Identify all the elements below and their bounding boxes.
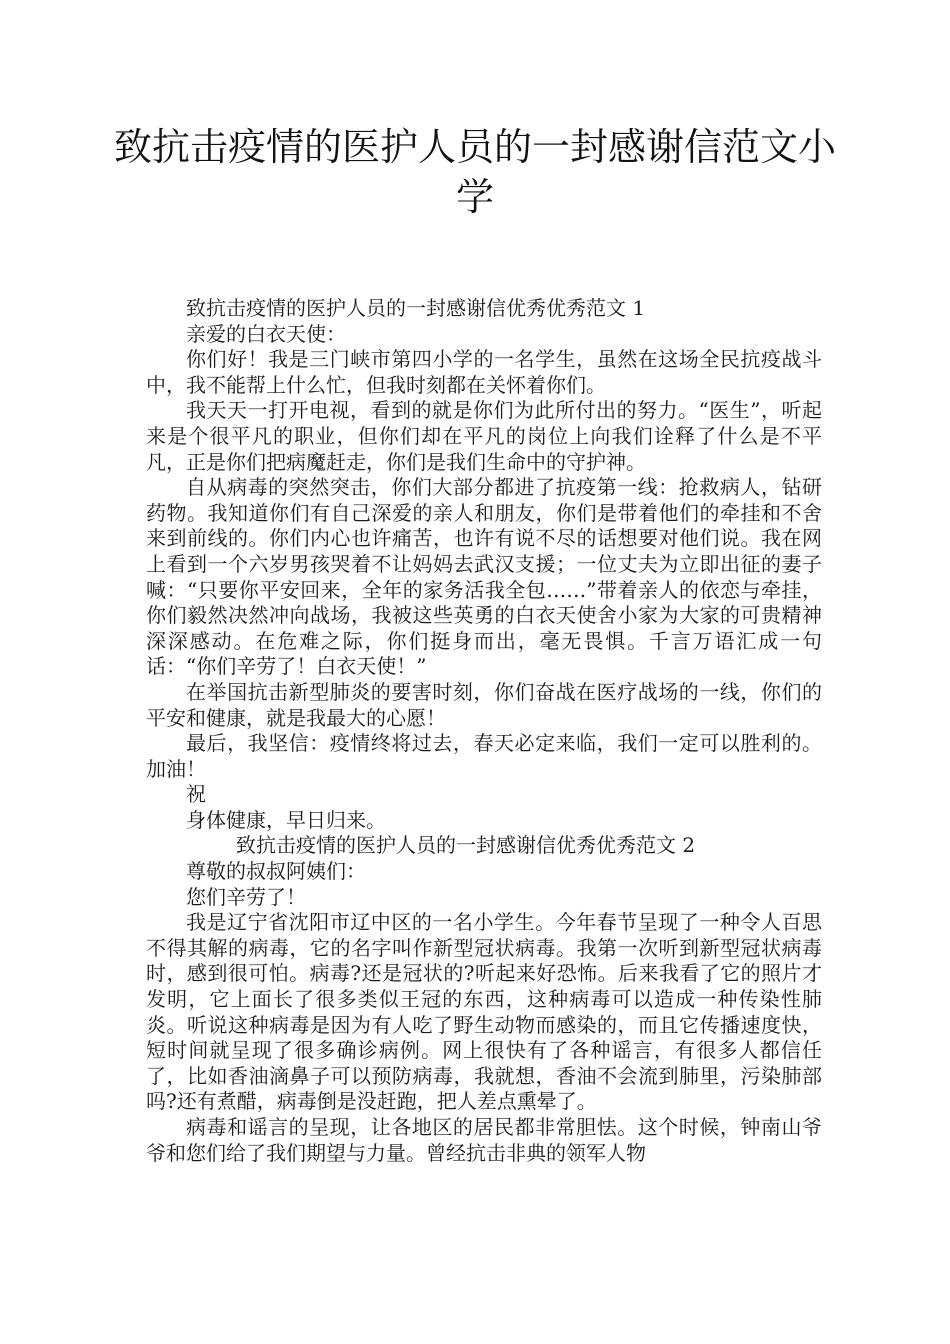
body-paragraph: 在举国抗击新型肺炎的要害时刻，你们奋战在医疗战场的一线，你们的平安和健康，就是我最大的心愿！ [146,679,822,730]
salutation-2: 尊敬的叔叔阿姨们： [186,859,366,884]
body-paragraph: 病毒和谣言的呈现，让各地区的居民都非常胆怯。这个时候，钟南山爷爷和您们给了我们期望与力量。曾经抗击非典的领军人物 [146,1115,822,1165]
section-heading-2: 致抗击疫情的医护人员的一封感谢信优秀优秀范文 2 [236,833,696,858]
body-paragraph: 你们好！我是三门峡市第四小学的一名学生，虽然在这场全民抗疫战斗中，我不能帮上什么忙，但我时刻都在关怀着你们。 [146,347,822,397]
body-paragraph: 最后，我坚信：疫情终将过去，春天必定来临，我们一定可以胜利的。加油！ [146,731,822,781]
closing-wish-text: 身体健康，早日归来。 [186,807,386,832]
section-heading-1: 致抗击疫情的医护人员的一封感谢信优秀优秀范文 1 [186,296,646,320]
body-paragraph: 自从病毒的突然突击，你们大部分都进了抗疫第一线：抢救病人，钻研药物。我知道你们有自己深爱的亲人和朋友，你们是带着他们的牵挂和不舍来到前线的。你们内心也许痛苦，也许有说不尽的话想要对他们说。我在网上看到一个六岁男孩哭着不让妈妈去武汉支援；一位丈夫为立即出征的妻子喊：“只要你平安回来，全年的家务活我全包……”带着亲人的依恋与牵挂，你们毅然决然冲向战场，我被这些英勇的白衣天使舍小家为大家的可贵精神深深感动。在危难之际，你们挺身而出，毫无畏惧。千言万语汇成一句话：“你们辛劳了！白衣天使！” [146,475,822,679]
salutation-1: 亲爱的白衣天使： [186,321,346,346]
body-paragraph: 我是辽宁省沈阳市辽中区的一名小学生。今年春节呈现了一种令人百思不得其解的病毒，它的名字叫作新型冠状病毒。我第一次听到新型冠状病毒时，感到很可怕。病毒?还是冠状的?听起来好恐怖。后来我看了它的照片才发明，它上面长了很多类似王冠的东西，这种病毒可以造成一种传染性肺炎。听说这种病毒是因为有人吃了野生动物而感染的，而且它传播速度快，短时间就呈现了很多确诊病例。网上很快有了各种谣言，有很多人都信任了，比如香油滴鼻子可以预防病毒，我就想，香油不会流到肺里，污染肺部吗?还有煮醋，病毒倒是没赶跑，把人差点熏晕了。 [146,910,822,1114]
document-title: 致抗击疫情的医护人员的一封感谢信范文小学 [113,125,836,219]
body-paragraph: 我天天一打开电视，看到的就是你们为此所付出的努力。“医生”，听起来是个很平凡的职业，但你们却在平凡的岗位上向我们诠释了什么是不平凡，正是你们把病魔赶走，你们是我们生命中的守护神。 [146,398,822,474]
document-body [146,296,822,1166]
closing-wish: 祝 [186,782,206,807]
greeting-line: 您们辛劳了！ [186,884,306,909]
